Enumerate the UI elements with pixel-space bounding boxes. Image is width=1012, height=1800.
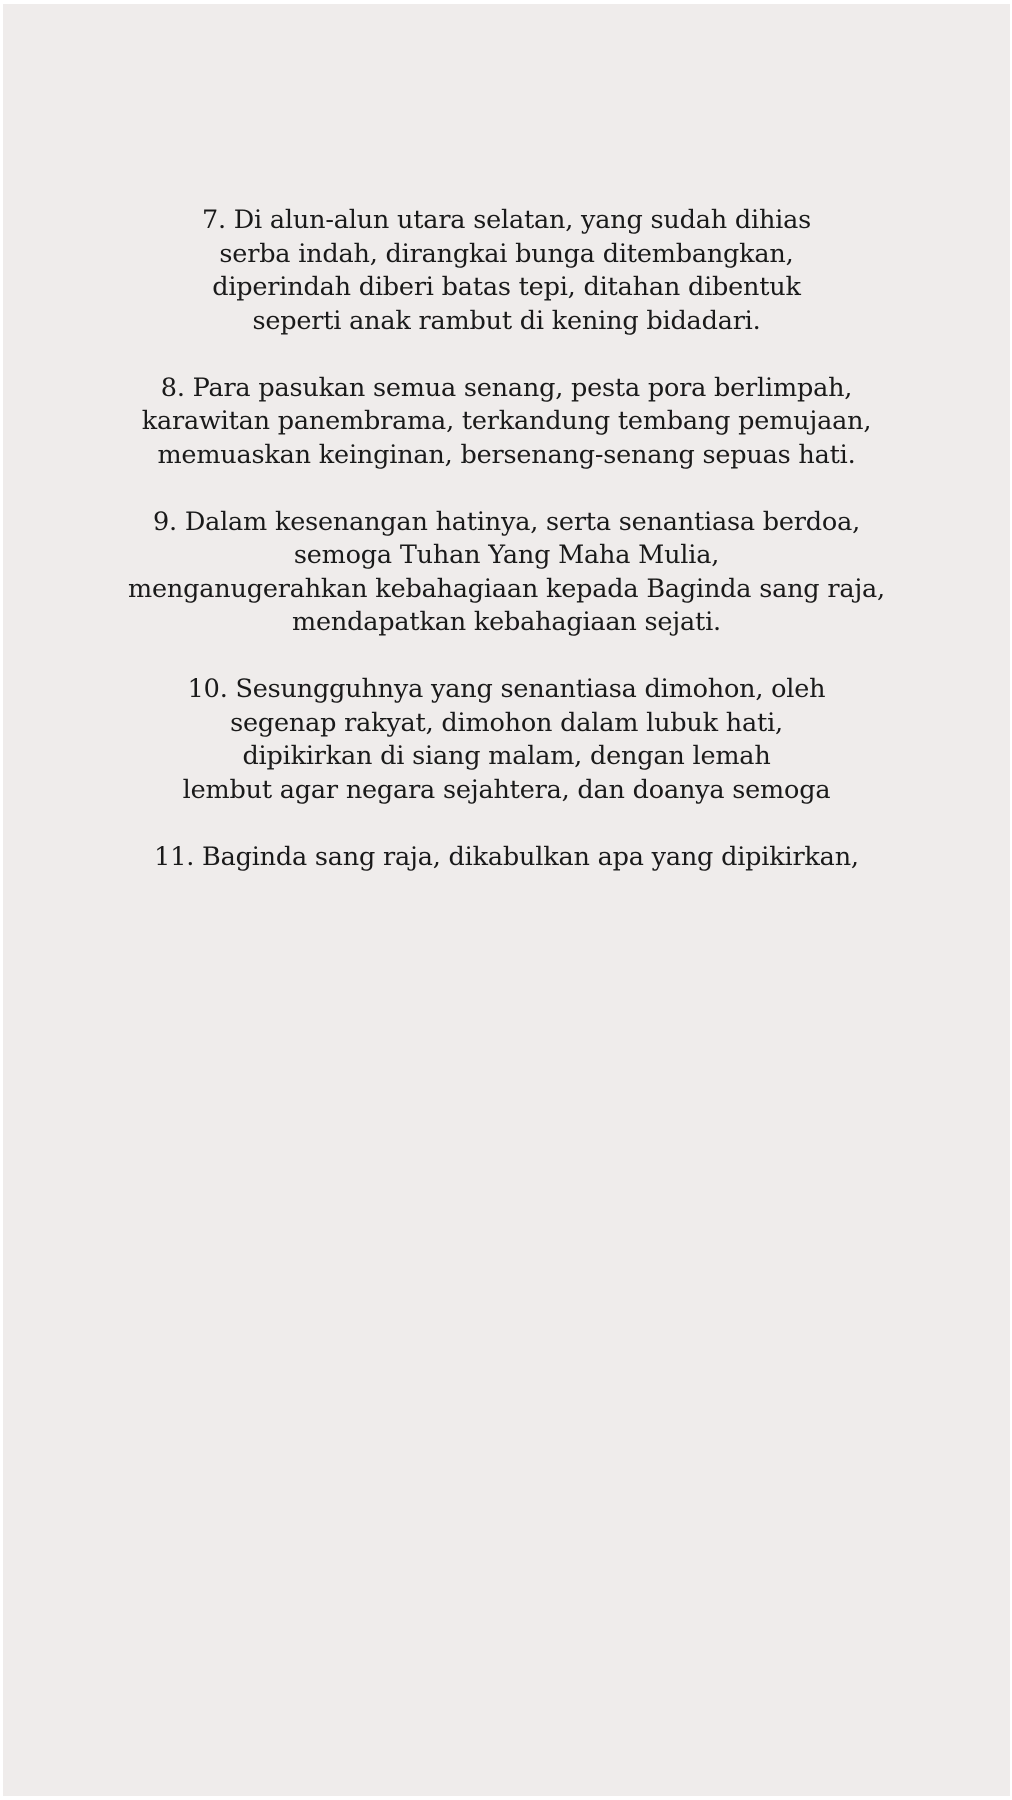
stanza-line: segenap rakyat, dimohon dalam lubuk hati, [230, 707, 783, 738]
stanza-line: seperti anak rambut di kening bidadari. [252, 305, 761, 336]
stanza-line: 7. Di alun-alun utara selatan, yang sudah dihias [201, 205, 812, 235]
stanza-line: serba indah, dirangkai bunga ditembangkan, [219, 238, 794, 269]
stanza-7 [3, 204, 1010, 338]
stanza-line: 8. Para pasukan semua senang, pesta pora berlimpah, [160, 372, 853, 403]
document-page [3, 4, 1010, 1796]
stanza-line: lembut agar negara sejahtera, dan doanya semoga [182, 774, 831, 805]
stanza-line: karawitan panembrama, terkandung tembang pemujaan, [141, 406, 872, 436]
stanza-10 [3, 673, 1010, 807]
stanza-line: memuaskan keinginan, bersenang-senang sepuas hati. [157, 439, 856, 470]
stanza-line: mendapatkan kebahagiaan sejati. [292, 607, 721, 637]
poem-text [3, 204, 1010, 908]
stanza-line: 11. Baginda sang raja, dikabulkan apa yang dipikirkan, [154, 841, 859, 872]
stanza-9 [3, 506, 1010, 640]
stanza-8 [3, 372, 1010, 473]
stanza-line: diperindah diberi batas tepi, ditahan dibentuk [212, 272, 801, 302]
stanza-line: 9. Dalam kesenangan hatinya, serta senantiasa berdoa, [153, 506, 860, 537]
stanza-line: 10. Sesungguhnya yang senantiasa dimohon, oleh [187, 674, 826, 704]
stanza-line: semoga Tuhan Yang Maha Mulia, [293, 540, 720, 570]
stanza-line: menganugerahkan kebahagiaan kepada Baginda sang raja, [128, 573, 885, 604]
stanza-11 [3, 841, 1010, 875]
stanza-line: dipikirkan di siang malam, dengan lemah [242, 741, 771, 771]
